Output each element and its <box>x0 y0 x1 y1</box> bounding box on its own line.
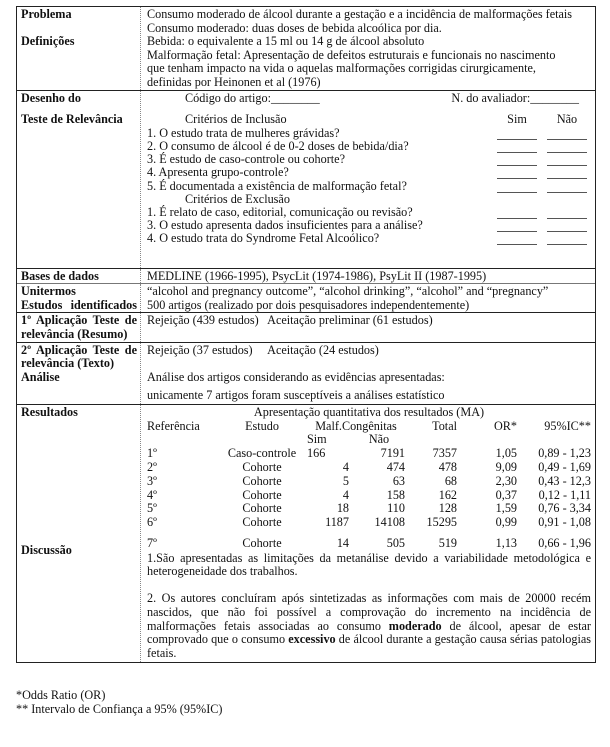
inclusao-list <box>147 127 591 193</box>
subheader-sim: Sim <box>307 432 327 447</box>
results-table <box>147 420 591 551</box>
nao-blank[interactable] <box>547 127 587 140</box>
row-unitermos <box>17 283 595 312</box>
subheader-nao: Não <box>368 432 390 447</box>
sim-blank[interactable] <box>497 206 537 219</box>
criterio-inclusao-1: 1. O estudo trata de mulheres grávidas? <box>147 127 591 140</box>
estudos-label: Estudos identificados <box>21 297 137 312</box>
problema-text: Consumo moderado de álcool durante a gestação e a incidência de malformações fetais <box>147 7 573 21</box>
sim-blank[interactable] <box>497 219 537 232</box>
definicao-bebida: Bebida: o equivalente a 15 ml ou 14 g de álcool absoluto <box>147 34 425 49</box>
protocol-table <box>16 6 596 663</box>
inclusao-header <box>147 113 591 127</box>
row-aplicacao-1 <box>17 312 595 341</box>
table-row: 3º Cohorte 5 63 68 2,30 0,43 - 12,3 <box>147 473 591 488</box>
criterio-exclusao-3: 3. O estudo apresenta dados insuficientes para a análise? <box>147 219 591 232</box>
header-ic: 95%IC** <box>544 418 591 433</box>
form-header <box>147 92 591 106</box>
table-row: 2º Cohorte 4 474 478 9,09 0,49 - 1,69 <box>147 459 591 474</box>
nao-blank[interactable] <box>547 232 587 245</box>
avaliador-field[interactable]: N. do avaliador:________ <box>451 90 579 105</box>
col-nao-header: Não <box>556 112 578 127</box>
value-cell <box>141 91 595 268</box>
table-row: 6º Cohorte 1187 14108 15295 0,99 0,91 - 1,08 <box>147 515 591 530</box>
footnotes <box>16 688 222 716</box>
sim-blank[interactable] <box>497 180 537 193</box>
label-cell <box>17 7 141 90</box>
table-row: 5º Cohorte 18 110 128 1,59 0,76 - 3,34 <box>147 501 591 516</box>
resultados-title: Apresentação quantitativa dos resultados (MA) <box>253 404 485 419</box>
header-referencia: Referência <box>147 418 200 433</box>
criterio-inclusao-3: 3. É estudo de caso-controle ou cohorte? <box>147 153 591 166</box>
nao-blank[interactable] <box>547 166 587 179</box>
header-malformacoes: Malf.Congênitas <box>315 418 397 433</box>
nao-blank[interactable] <box>547 219 587 232</box>
aplicacao2-label-1: 2º Aplicação Teste de <box>21 342 137 357</box>
emphasis-moderado: moderado <box>388 618 442 633</box>
table-row: 7º Cohorte 14 505 519 1,13 0,66 - 1,96 <box>147 535 591 550</box>
results-header-row <box>147 420 591 434</box>
unitermos-text: “alcohol and pregnancy outcome”, “alcohol drinking”, “alcohol” and “pregnancy” <box>147 284 549 299</box>
estudos-text: 500 artigos (realizado por dois pesquisadores independentemente) <box>147 297 470 312</box>
footnote-or: *Odds Ratio (OR) <box>16 688 106 702</box>
label-cell <box>17 91 141 268</box>
table-row: 1º Caso-controle 166 7191 7357 1,05 0,89 - 1,23 <box>147 446 591 461</box>
discussao-p1: 1.São apresentadas as limitações da metanálise devido a variabilidade metodológica e heterogeneidade dos trabalhos. <box>147 550 591 579</box>
aplicacao2-text: Rejeição (37 estudos) Aceitação (24 estudos) <box>147 342 379 357</box>
criterio-inclusao-4: 4. Apresenta grupo-controle? <box>147 166 591 179</box>
emphasis-excessivo: excessivo <box>288 632 336 647</box>
sim-blank[interactable] <box>497 127 537 140</box>
sim-blank[interactable] <box>497 140 537 153</box>
analise-label: Análise <box>21 369 60 384</box>
definicao-malformacao: Malformação fetal: Apresentação de defeitos estruturais e funcionais no nascimento que tenham impacto na vida o aquelas malformações corrigidas cirurgicamente, definidas por Heinonen et al (1976) <box>147 47 556 89</box>
definicoes-label: Definições <box>21 34 75 49</box>
sim-blank[interactable] <box>497 153 537 166</box>
row-problema-definicoes <box>17 7 595 90</box>
value-cell <box>141 7 595 90</box>
nao-blank[interactable] <box>547 180 587 193</box>
criterio-exclusao-1: 1. É relato de caso, editorial, comunicação ou revisão? <box>147 206 591 219</box>
nao-blank[interactable] <box>547 206 587 219</box>
row-bases <box>17 268 595 284</box>
aplicacao1-label-2: relevância (Resumo) <box>21 326 128 341</box>
analise-text-1: Análise dos artigos considerando as evidências apresentadas: <box>147 369 445 384</box>
nao-blank[interactable] <box>547 140 587 153</box>
row-desenho <box>17 90 595 268</box>
header-total: Total <box>432 418 457 433</box>
analise-text-2: unicamente 7 artigos foram susceptíveis a análises estatístico <box>147 388 445 403</box>
desenho-label-1: Desenho do <box>21 90 81 105</box>
sim-blank[interactable] <box>497 232 537 245</box>
row-resultados <box>17 404 595 663</box>
row-aplicacao-2 <box>17 342 595 404</box>
codigo-artigo-field[interactable]: Código do artigo:________ <box>185 90 320 105</box>
exclusao-list <box>147 206 591 246</box>
table-row: 4º Cohorte 4 158 162 0,37 0,12 - 1,11 <box>147 487 591 502</box>
inclusao-title: Critérios de Inclusão <box>185 112 287 127</box>
discussao-label: Discussão <box>21 542 72 557</box>
resultados-label: Resultados <box>21 404 78 419</box>
aplicacao1-text: Rejeição (439 estudos) Aceitação preliminar (61 estudos) <box>147 313 433 328</box>
bases-text: MEDLINE (1966-1995), PsycLit (1974-1986), PsyLit II (1987-1995) <box>147 268 487 283</box>
discussao-p2: 2. Os autores concluíram após sintetizadas as informações com mais de 20000 recém nascidos, que não foi possível a comprovação do incremento na incidência de malformações fetais associadas ao consumo moderado de álcool, apesar de estar comprovado que o consumo excessivo de álcool durante a gestação causa sérias patologias fetais. <box>147 591 591 660</box>
aplicacao2-label-2: relevância (Texto) <box>21 356 115 371</box>
col-sim-header: Sim <box>507 112 527 127</box>
criterio-inclusao-2: 2. O consumo de álcool é de 0-2 doses de bebida/dia? <box>147 140 591 153</box>
header-estudo: Estudo <box>245 418 279 433</box>
criterio-exclusao-4: 4. O estudo trata do Syndrome Fetal Alcoólico? <box>147 232 591 245</box>
nao-blank[interactable] <box>547 153 587 166</box>
bases-label: Bases de dados <box>17 269 141 284</box>
unitermos-label: Unitermos <box>21 284 76 299</box>
header-or: OR* <box>493 418 517 433</box>
results-subheader-row <box>147 433 591 447</box>
footnote-ic: ** Intervalo de Confiança a 95% (95%IC) <box>16 702 223 716</box>
exclusao-title: Critérios de Exclusão <box>185 191 290 206</box>
problema-label: Problema <box>21 7 72 21</box>
aplicacao1-label-1: 1º Aplicação Teste de <box>21 313 137 328</box>
definicao-consumo: Consumo moderado: duas doses de bebida alcoólica por dia. <box>147 20 442 35</box>
sim-blank[interactable] <box>497 166 537 179</box>
criterio-inclusao-5: 5. É documentada a existência de malformação fetal? <box>147 180 591 193</box>
desenho-label-2: Teste de Relevância <box>21 112 123 127</box>
